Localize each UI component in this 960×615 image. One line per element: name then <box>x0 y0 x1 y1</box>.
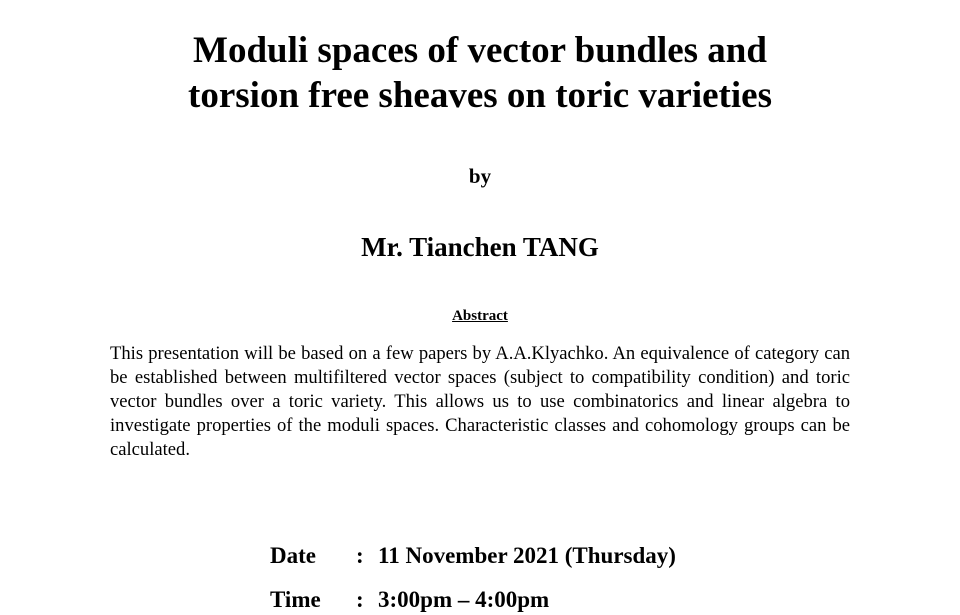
abstract-heading: Abstract <box>452 308 508 324</box>
title-line-2: torsion free sheaves on toric varieties <box>188 75 772 116</box>
by-label: by <box>468 164 492 188</box>
date-row <box>270 541 676 571</box>
page-title <box>0 28 960 118</box>
speaker-name: Mr. Tianchen TANG <box>361 232 599 262</box>
title-line-1: Moduli spaces of vector bundles and <box>193 30 767 71</box>
time-separator: : <box>356 587 364 612</box>
date-label: Date <box>270 543 316 568</box>
time-label: Time <box>270 587 321 612</box>
time-value: 3:00pm – 4:00pm <box>378 587 550 612</box>
date-separator: : <box>356 543 364 568</box>
abstract-text: This presentation will be based on a few papers by A.A.Klyachko. An equivalence of category can be established between multifiltered vector spaces (subject to compatibility condition) and toric vector bundles over a toric variety. This allows us to use combinatorics and linear algebra to investigate properties of the moduli spaces. Characteristic classes and cohomology groups can be calculated. <box>110 343 850 460</box>
date-value: 11 November 2021 (Thursday) <box>378 543 676 568</box>
time-row <box>270 585 549 615</box>
